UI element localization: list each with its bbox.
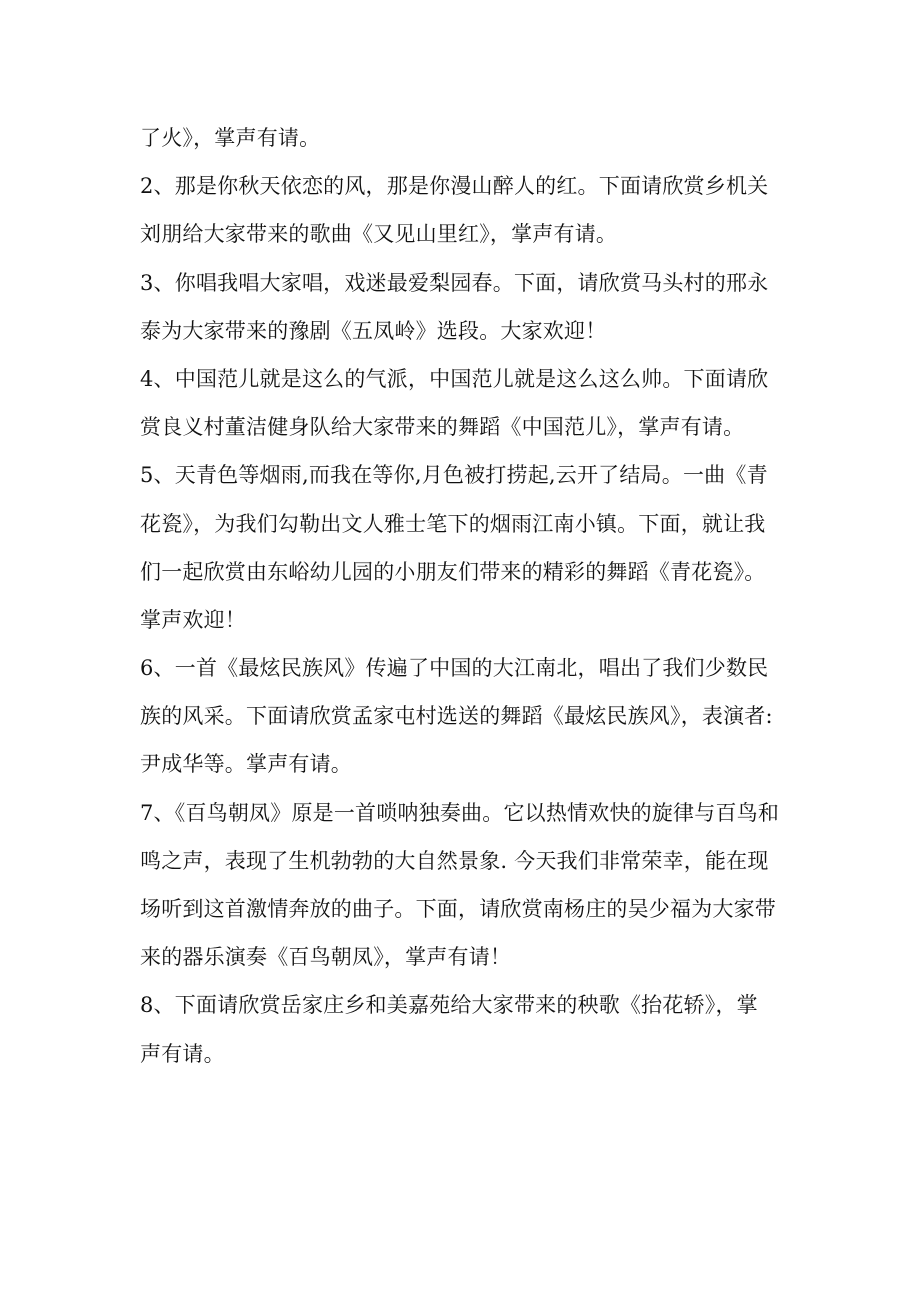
text-line: 们一起欣赏由东峪幼儿园的小朋友们带来的精彩的舞蹈《青花瓷》。 [140, 559, 766, 584]
text-line: 族的风采。下面请欣赏孟家屯村选送的舞蹈《最炫民族风》，表演者: [140, 704, 773, 729]
text-line: 7、《百鸟朝凤》原是一首唢呐独奏曲。它以热情欢快的旋律与百鸟和 [140, 800, 780, 825]
text-line: 场听到这首激情奔放的曲子。下面，请欣赏南杨庄的吴少福为大家带 [140, 897, 776, 921]
text-line: 5、天青色等烟雨,而我在等你,月色被打捞起,云开了结局。一曲《青 [140, 463, 768, 488]
text-line: 刘朋给大家带来的歌曲《又见山里红》，掌声有请。 [140, 222, 618, 247]
text-line: 声有请。 [140, 1041, 225, 1066]
document-body [140, 114, 782, 1078]
text-line: 了火》，掌声有请。 [140, 126, 321, 150]
text-line: 8、下面请欣赏岳家庄乡和美嘉苑给大家带来的秧歌《抬花轿》，掌 [140, 993, 758, 1018]
text-line: 尹成华等。掌声有请。 [140, 752, 352, 777]
text-line: 来的器乐演奏《百鸟朝凤》，掌声有请！ [140, 945, 512, 970]
text-line: 4、中国范儿就是这么的气派，中国范儿就是这么这么帅。下面请欣 [140, 366, 769, 391]
text-line: 鸣之声，表现了生机勃勃的大自然景象. 今天我们非常荣幸，能在现 [140, 848, 769, 873]
text-line: 赏良义村董洁健身队给大家带来的舞蹈《中国范儿》，掌声有请。 [140, 415, 745, 440]
text-line: 3、你唱我唱大家唱，戏迷最爱梨园春。下面，请欣赏马头村的邢永 [140, 270, 769, 295]
text-line: 泰为大家带来的豫剧《五凤岭》选段。大家欢迎！ [140, 318, 607, 343]
text-line: 2、那是你秋天依恋的风，那是你漫山醉人的红。下面请欣赏乡机关 [140, 174, 769, 199]
text-line: 掌声欢迎！ [140, 607, 246, 632]
text-line: 6、一首《最炫民族风》传遍了中国的大江南北，唱出了我们少数民 [140, 656, 769, 681]
text-line: 花瓷》，为我们勾勒出文人雅士笔下的烟雨江南小镇。下面，就让我 [140, 511, 766, 536]
